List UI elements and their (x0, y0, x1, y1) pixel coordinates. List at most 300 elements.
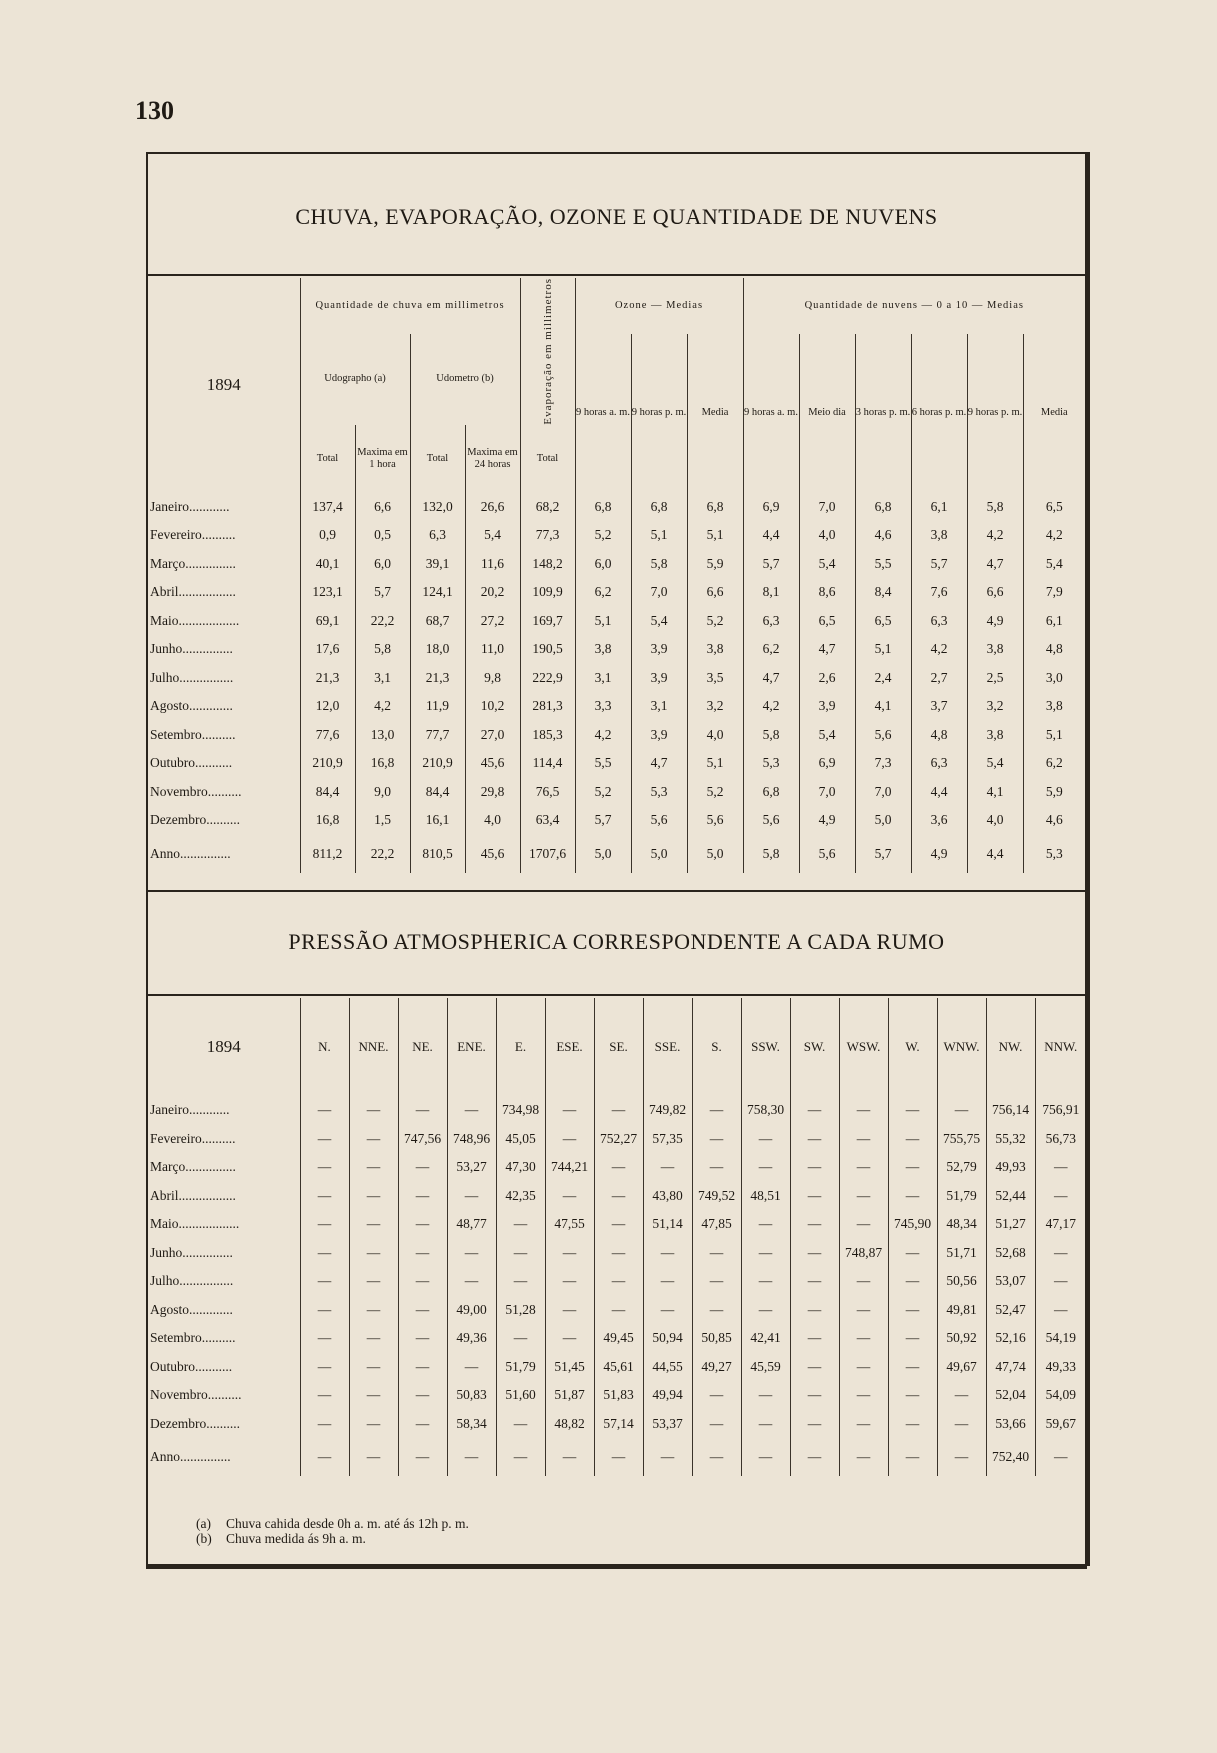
table-row (148, 1324, 1086, 1353)
table-cell: 5,1 (631, 521, 687, 550)
table-cell: 6,1 (911, 493, 967, 522)
table-cell: 744,21 (545, 1153, 594, 1182)
table-cell: — (888, 1267, 937, 1296)
table-cell: 3,1 (575, 664, 631, 693)
table-cell: 20,2 (465, 578, 520, 607)
direction-header: SSE. (643, 998, 692, 1096)
table-cell: 51,28 (496, 1296, 545, 1325)
month-label: Abril................. (150, 584, 236, 600)
table-cell: 5,1 (687, 521, 743, 550)
table-cell: 47,17 (1035, 1210, 1086, 1239)
table-cell: 50,83 (447, 1381, 496, 1410)
table-cell: 4,4 (911, 778, 967, 807)
table-cell: — (398, 1182, 447, 1211)
clouds-group-header: Quantidade de nuvens — 0 a 10 — Medias (743, 278, 1085, 334)
table-cell: — (692, 1125, 741, 1154)
evaporation-total: Total (520, 425, 575, 493)
table-row (148, 1182, 1086, 1211)
table-cell: — (349, 1210, 398, 1239)
table-cell: — (496, 1239, 545, 1268)
table-cell: — (692, 1153, 741, 1182)
table-cell: — (888, 1296, 937, 1325)
table-cell: 5,8 (631, 550, 687, 579)
table-cell: — (839, 1324, 888, 1353)
table-cell: 3,8 (687, 635, 743, 664)
table-cell: — (937, 1410, 986, 1439)
table-cell: 747,56 (398, 1125, 447, 1154)
table-cell: — (594, 1096, 643, 1125)
table-row (148, 1125, 1086, 1154)
annual-cell: — (937, 1438, 986, 1476)
table-row (148, 607, 1085, 636)
table-row (148, 1381, 1086, 1410)
table-cell: 68,2 (520, 493, 575, 522)
table-cell: — (790, 1153, 839, 1182)
table-cell: 48,34 (937, 1210, 986, 1239)
annual-cell: 752,40 (986, 1438, 1035, 1476)
table-cell: — (447, 1096, 496, 1125)
annual-cell: — (398, 1438, 447, 1476)
table-cell: 6,2 (743, 635, 799, 664)
table-cell: 51,60 (496, 1381, 545, 1410)
table-cell: 5,6 (687, 806, 743, 835)
table-cell: 6,2 (575, 578, 631, 607)
month-label: Março............... (150, 555, 236, 571)
table-cell: 6,8 (631, 493, 687, 522)
table-row (148, 521, 1085, 550)
table-cell: 56,73 (1035, 1125, 1086, 1154)
table-cell: — (1035, 1153, 1086, 1182)
table-row (148, 749, 1085, 778)
table-cell: 49,33 (1035, 1353, 1086, 1382)
table-cell: 5,4 (967, 749, 1023, 778)
table-cell: — (790, 1267, 839, 1296)
table-cell: 49,81 (937, 1296, 986, 1325)
table-cell: 4,0 (687, 721, 743, 750)
table-row (148, 1267, 1086, 1296)
table-cell: — (839, 1182, 888, 1211)
table-cell: 748,96 (447, 1125, 496, 1154)
table-cell: 47,85 (692, 1210, 741, 1239)
table-cell: 4,7 (631, 749, 687, 778)
table-cell: 53,07 (986, 1267, 1035, 1296)
table-cell: — (496, 1210, 545, 1239)
table-cell: — (349, 1096, 398, 1125)
table-cell: 3,8 (967, 635, 1023, 664)
table-cell: 5,0 (855, 806, 911, 835)
table-cell: 45,59 (741, 1353, 790, 1382)
table-cell: 4,0 (465, 806, 520, 835)
table-cell: 5,4 (631, 607, 687, 636)
table-cell: 45,05 (496, 1125, 545, 1154)
table-cell: 48,82 (545, 1410, 594, 1439)
table-cell: 3,9 (631, 721, 687, 750)
table-cell: 210,9 (300, 749, 355, 778)
table-cell: 185,3 (520, 721, 575, 750)
table-cell: 5,5 (855, 550, 911, 579)
table-cell: 6,8 (743, 778, 799, 807)
month-label: Dezembro.......... (150, 1415, 240, 1431)
direction-header: ESE. (545, 998, 594, 1096)
table-cell: 1,5 (355, 806, 410, 835)
table-row (148, 1296, 1086, 1325)
table-cell: 6,5 (855, 607, 911, 636)
month-label: Dezembro.......... (150, 812, 240, 828)
table-cell: — (300, 1410, 349, 1439)
table-cell: — (398, 1239, 447, 1268)
table-cell: — (300, 1296, 349, 1325)
table-cell: — (839, 1353, 888, 1382)
table-cell: 52,47 (986, 1296, 1035, 1325)
table-cell: — (888, 1182, 937, 1211)
table-cell: 52,68 (986, 1239, 1035, 1268)
table-cell: 7,0 (631, 578, 687, 607)
table-cell: — (937, 1096, 986, 1125)
table-row (148, 1353, 1086, 1382)
table-cell: 4,4 (743, 521, 799, 550)
table-cell: 2,7 (911, 664, 967, 693)
table-cell: 4,0 (799, 521, 855, 550)
table-cell: 756,91 (1035, 1096, 1086, 1125)
table-cell: 17,6 (300, 635, 355, 664)
table-cell: — (839, 1125, 888, 1154)
table-cell: 6,3 (743, 607, 799, 636)
table-cell: — (594, 1210, 643, 1239)
table-cell: 3,1 (355, 664, 410, 693)
table-cell: 21,3 (300, 664, 355, 693)
table-cell: 124,1 (410, 578, 465, 607)
table-cell: 49,93 (986, 1153, 1035, 1182)
table-cell: — (692, 1096, 741, 1125)
table-cell: 3,8 (967, 721, 1023, 750)
table-cell: — (349, 1296, 398, 1325)
clouds-col-9am: 9 horas a. m. (743, 334, 799, 493)
annual-label: Anno............... (150, 1449, 231, 1464)
evaporation-header: Evaporação em millimetros (520, 278, 575, 425)
table-cell: 7,3 (855, 749, 911, 778)
direction-header: WNW. (937, 998, 986, 1096)
table-cell: 3,9 (631, 664, 687, 693)
direction-header: SSW. (741, 998, 790, 1096)
table-cell: — (545, 1182, 594, 1211)
table-cell: 51,87 (545, 1381, 594, 1410)
table-cell: 4,0 (967, 806, 1023, 835)
table-cell: 758,30 (741, 1096, 790, 1125)
table-cell: 29,8 (465, 778, 520, 807)
table-cell: 63,4 (520, 806, 575, 835)
table-cell: — (741, 1267, 790, 1296)
table-cell: 49,67 (937, 1353, 986, 1382)
annual-cell: 5,8 (743, 835, 799, 873)
table-cell: 45,61 (594, 1353, 643, 1382)
table-cell: — (447, 1353, 496, 1382)
table-cell: — (790, 1410, 839, 1439)
table-cell: 51,45 (545, 1353, 594, 1382)
direction-header: WSW. (839, 998, 888, 1096)
table-cell: — (349, 1324, 398, 1353)
table-cell: 48,77 (447, 1210, 496, 1239)
annual-cell: — (545, 1438, 594, 1476)
table-cell: 45,6 (465, 749, 520, 778)
table-cell: 18,0 (410, 635, 465, 664)
table-cell: 5,1 (1023, 721, 1085, 750)
table-cell: 4,8 (911, 721, 967, 750)
table-cell: — (790, 1381, 839, 1410)
table-cell: 6,8 (575, 493, 631, 522)
divider (148, 890, 1085, 892)
udometro-total: Total (410, 425, 465, 493)
table-cell: — (398, 1267, 447, 1296)
table-cell: 40,1 (300, 550, 355, 579)
table-row (148, 550, 1085, 579)
table-cell: — (398, 1296, 447, 1325)
table-row (148, 778, 1085, 807)
table-cell: — (300, 1324, 349, 1353)
table-cell: — (643, 1296, 692, 1325)
table-row (148, 1410, 1086, 1439)
table-cell: — (398, 1410, 447, 1439)
table-cell: — (545, 1324, 594, 1353)
table-cell: 55,32 (986, 1125, 1035, 1154)
table-cell: — (545, 1239, 594, 1268)
udographo-total: Total (300, 425, 355, 493)
table-cell: — (1035, 1296, 1086, 1325)
table-cell: — (741, 1296, 790, 1325)
table-cell: — (545, 1125, 594, 1154)
table-cell: 11,6 (465, 550, 520, 579)
month-label: Outubro........... (150, 1358, 233, 1374)
table-cell: — (349, 1153, 398, 1182)
table-cell: 52,44 (986, 1182, 1035, 1211)
table-cell: 4,8 (1023, 635, 1085, 664)
table-cell: 53,66 (986, 1410, 1035, 1439)
table-cell: 6,1 (1023, 607, 1085, 636)
table-cell: — (300, 1381, 349, 1410)
table-cell: 3,8 (911, 521, 967, 550)
table-cell: 0,9 (300, 521, 355, 550)
table-cell: 3,8 (1023, 692, 1085, 721)
table-cell: 51,83 (594, 1381, 643, 1410)
annual-cell: 1707,6 (520, 835, 575, 873)
table-cell: 3,2 (687, 692, 743, 721)
annual-cell: — (349, 1438, 398, 1476)
table-cell: 6,3 (911, 607, 967, 636)
table-cell: — (300, 1153, 349, 1182)
table-cell: 5,4 (799, 550, 855, 579)
table-cell: 11,9 (410, 692, 465, 721)
table-cell: 8,1 (743, 578, 799, 607)
annual-cell: 5,0 (687, 835, 743, 873)
table-cell: 2,6 (799, 664, 855, 693)
table-cell: — (692, 1267, 741, 1296)
table-cell: 16,8 (355, 749, 410, 778)
month-label: Agosto............. (150, 1301, 233, 1317)
annual-label: Anno............... (150, 845, 231, 861)
table-cell: 5,9 (687, 550, 743, 579)
table-cell: 13,0 (355, 721, 410, 750)
month-label: Abril................. (150, 1187, 236, 1203)
table-row (148, 1239, 1086, 1268)
table-cell: 123,1 (300, 578, 355, 607)
table-cell: 9,8 (465, 664, 520, 693)
footnotes (196, 1516, 469, 1546)
table-cell: 4,2 (575, 721, 631, 750)
table-cell: — (643, 1267, 692, 1296)
table-cell: — (594, 1267, 643, 1296)
year-header: 1894 (206, 375, 241, 395)
table-cell: 4,7 (743, 664, 799, 693)
direction-header: SW. (790, 998, 839, 1096)
table-cell: — (790, 1296, 839, 1325)
table-cell: 3,2 (967, 692, 1023, 721)
table-cell: 222,9 (520, 664, 575, 693)
pressure-table (148, 998, 1086, 1476)
table-cell: 10,2 (465, 692, 520, 721)
table-cell: 2,5 (967, 664, 1023, 693)
direction-header: W. (888, 998, 937, 1096)
table-cell: 52,04 (986, 1381, 1035, 1410)
table-cell: 749,82 (643, 1096, 692, 1125)
table-cell: 4,1 (967, 778, 1023, 807)
udographo-max: Maxima em 1 hora (355, 425, 410, 493)
table-cell: — (398, 1381, 447, 1410)
table-cell: 49,94 (643, 1381, 692, 1410)
table-cell: 57,35 (643, 1125, 692, 1154)
annual-cell: — (1035, 1438, 1086, 1476)
table-row (148, 1153, 1086, 1182)
table-cell: 109,9 (520, 578, 575, 607)
table-cell: — (741, 1210, 790, 1239)
table-cell: 50,92 (937, 1324, 986, 1353)
annual-cell: 5,3 (1023, 835, 1085, 873)
table-cell: 5,2 (687, 778, 743, 807)
month-label: Fevereiro.......... (150, 527, 236, 543)
table-cell: 756,14 (986, 1096, 1035, 1125)
table-cell: 734,98 (496, 1096, 545, 1125)
year-header: 1894 (206, 1037, 241, 1056)
direction-header: NNE. (349, 998, 398, 1096)
table-cell: — (692, 1381, 741, 1410)
table-cell: 6,0 (575, 550, 631, 579)
table-cell: — (888, 1125, 937, 1154)
month-label: Novembro.......... (150, 783, 242, 799)
table-cell: — (594, 1153, 643, 1182)
table-cell: 27,0 (465, 721, 520, 750)
table-cell: 5,2 (575, 521, 631, 550)
table-cell: 26,6 (465, 493, 520, 522)
table-cell: — (349, 1182, 398, 1211)
table-cell: 745,90 (888, 1210, 937, 1239)
table-cell: 77,3 (520, 521, 575, 550)
annual-cell: 22,2 (355, 835, 410, 873)
month-label: Julho................ (150, 1273, 234, 1289)
annual-cell: — (594, 1438, 643, 1476)
table-cell: 48,51 (741, 1182, 790, 1211)
table-cell: 5,1 (855, 635, 911, 664)
table-cell: 5,2 (687, 607, 743, 636)
table-cell: 137,4 (300, 493, 355, 522)
table-cell: — (888, 1381, 937, 1410)
table-cell: 50,94 (643, 1324, 692, 1353)
table-frame (146, 152, 1087, 1566)
table-cell: 49,36 (447, 1324, 496, 1353)
clouds-col-6pm: 6 horas p. m. (911, 334, 967, 493)
table-cell: — (741, 1153, 790, 1182)
table-cell: — (594, 1296, 643, 1325)
annual-cell: — (300, 1438, 349, 1476)
table-cell: 4,7 (799, 635, 855, 664)
table-cell: 7,0 (799, 778, 855, 807)
table-cell: 4,1 (855, 692, 911, 721)
table-cell: 132,0 (410, 493, 465, 522)
table-cell: — (692, 1410, 741, 1439)
table-cell: — (839, 1381, 888, 1410)
table-cell: 84,4 (300, 778, 355, 807)
direction-header: E. (496, 998, 545, 1096)
table-cell: 6,2 (1023, 749, 1085, 778)
section2-title: PRESSÃO ATMOSPHERICA CORRESPONDENTE A CADA RUMO (288, 929, 945, 954)
table-cell: 0,5 (355, 521, 410, 550)
table-cell: 58,34 (447, 1410, 496, 1439)
table-cell: 4,2 (911, 635, 967, 664)
annual-cell: — (790, 1438, 839, 1476)
table-cell: 4,2 (1023, 521, 1085, 550)
direction-header: NW. (986, 998, 1035, 1096)
table-cell: 8,4 (855, 578, 911, 607)
month-label: Outubro........... (150, 755, 233, 771)
table-cell: 21,3 (410, 664, 465, 693)
table-cell: — (790, 1324, 839, 1353)
table-cell: 68,7 (410, 607, 465, 636)
table-row (148, 578, 1085, 607)
table-cell: — (398, 1096, 447, 1125)
table-cell: 27,2 (465, 607, 520, 636)
table-cell: — (741, 1239, 790, 1268)
table-cell: — (300, 1182, 349, 1211)
section1-title: CHUVA, EVAPORAÇÃO, OZONE E QUANTIDADE DE NUVENS (295, 204, 938, 229)
table-cell: — (888, 1353, 937, 1382)
table-cell: 4,2 (967, 521, 1023, 550)
table-cell: 5,3 (743, 749, 799, 778)
table-cell: — (888, 1324, 937, 1353)
table-cell: — (447, 1182, 496, 1211)
table-cell: 3,0 (1023, 664, 1085, 693)
table-cell: — (300, 1267, 349, 1296)
annual-row (148, 1438, 1086, 1476)
annual-cell: 810,5 (410, 835, 465, 873)
annual-row (148, 835, 1085, 873)
table-cell: 44,55 (643, 1353, 692, 1382)
table-cell: 16,8 (300, 806, 355, 835)
table-cell: 77,7 (410, 721, 465, 750)
table-cell: 6,3 (410, 521, 465, 550)
table-cell: 5,6 (743, 806, 799, 835)
table-row (148, 1210, 1086, 1239)
table-cell: — (349, 1239, 398, 1268)
table-cell: 69,1 (300, 607, 355, 636)
table-cell: 5,2 (575, 778, 631, 807)
table-cell: 5,5 (575, 749, 631, 778)
table-cell: — (643, 1239, 692, 1268)
table-cell: 59,67 (1035, 1410, 1086, 1439)
direction-header: S. (692, 998, 741, 1096)
table-cell: 57,14 (594, 1410, 643, 1439)
annual-cell: 5,0 (631, 835, 687, 873)
table-cell: — (888, 1410, 937, 1439)
table-cell: — (790, 1096, 839, 1125)
table-cell: — (349, 1410, 398, 1439)
table-cell: — (839, 1267, 888, 1296)
